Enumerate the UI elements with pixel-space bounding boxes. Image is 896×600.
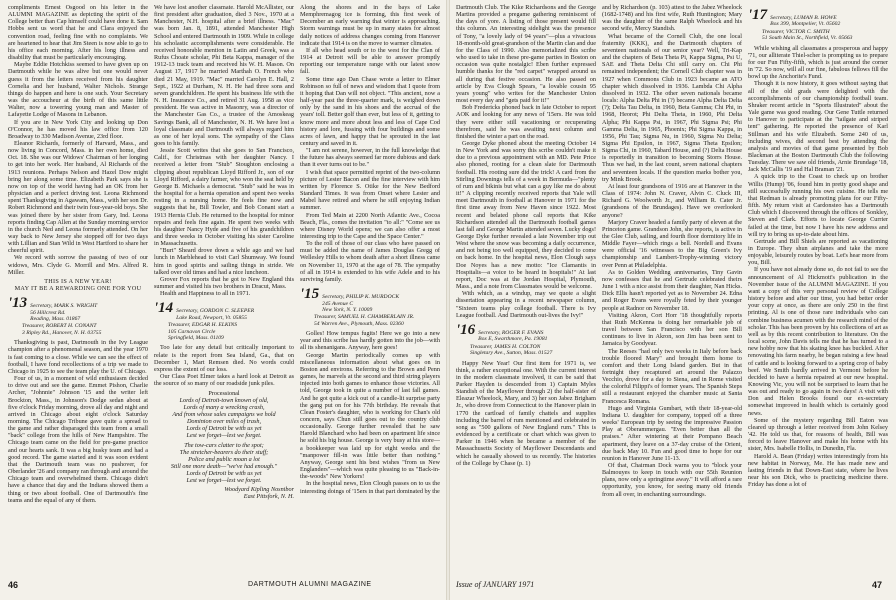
paragraph: Bob Fredericks phoned back in late October to report AOK and looking for any news of '15ers. He was told they were either still vacationing or recuperating therefrom, said he was awaiting next column and finished the winter a part on the road. [456,104,596,140]
poem-signature-place: East Pittsfork, N. H. [243,493,294,501]
paragraph: Harold A. Bean (Friday) writes interestingly from his new habitat in Norway, Me. He has made new and lasting friends in that Down-East state, where he lives near his son Dick, who is practicing medicine there. Friday has done a lot of [748,452,888,489]
paragraph: Of that, Chairman Dock warns you to "block your Balmouyes to keep in touch with our 55th Reunion plans, now only a springtime away." It will afford a rare opportunity, you know, for seeing many old friends from all over, in enchanting surroundings. [602,462,742,498]
poem-line: Lords of Detroit-town known of old, [179,397,269,405]
class-year: '16 [456,321,476,338]
poem-line: Police and public moan a lot [188,456,260,464]
paragraph: In the hospital news, Elon Clough passes on to us the interesting doings of '15ers in that part dominated by the [300,480,440,495]
secretary-info: Secretary, LUMAN B. HOWE Box 399, Montpelier, Vt. 05602 [770,15,841,28]
class-heading-1914 [154,301,294,321]
treasurer-info: Treasurer, ROBERT H. CONANT 3 Ripley Rd., Hanover, N. H. 03755 [22,323,102,336]
poem-line: And from whose sales campaigns we hold [172,411,276,419]
page-gutter [446,0,450,600]
poem-line: Lest we forget—lest we forget. [186,432,262,440]
new-year-message [8,278,148,292]
left-page-number: 46 [8,580,19,590]
caps-line: MAY IT BE A REWARDING ONE FOR YOU [14,285,142,293]
paragraph: "I am not serene, however, in the full knowledge that the future has always seemed far more dubious and dark than it ever turns out to be." [300,147,440,169]
paragraph: The Reeses "had only two weeks in Italy before back trouble floored Mary" and brought them home to comfort and their Long Island garden. But in that fortnight they recaptured art around the Palazzo Vecchio, drove for a day to Siena, and in Rome visited the colorful Filippi's of former years. The Spanish Steps still a restaurant enjoyed the chamber music at Santa Francesca Romana. [602,347,742,405]
right-running-title: Issue of JANUARY 1971 [456,580,535,589]
paragraph: Health and Happiness to all in 1971. [160,290,251,298]
paragraph: We record with sorrow the passing of two of our widows, Mrs. Clyde G. Morrill and Mrs. Alfred R. Miller. [8,254,148,276]
paragraph: Hugo and Virginia Gumbart, with their 18-year-old Indiana U. daughter for company, topped off a three weeks' European trip by seeing the impressive Passion Play at Oberammergau. "Even better than all the praises." After wintering at their Pompano Beach apartment, they leave on a 37-day cruise of the Orient, due back May 10. Fun and good time to hope for our reunion in Hanover June 11-13. [602,404,742,462]
paragraph: I wish that space permitted reprint of the two-column picture of Lester Bacon and the fine interview with him written by Florence S. Otike for the New Bedford Standard Times. It was from Onset where Lester and Mabel have retired and where he still enjoying Indian summer. [300,168,440,212]
poem-line: Still one more death—"we've had enough." [170,463,278,471]
paragraph: A quick trip to the Coast to check up on brother Willis (Hump) '06, found him in pretty good shape and still successfully running his own cuisine. He tells me that Redman is already promoting plans for our Fifty-fifth. My return visit at Cardonsteo has a Dartmouth Club which I discovered through the offices of Sonkley, Steven and Clark. Efforts to locate George Currier failed at the time, but now I have his new address and will try to bring us up-to-date about him. [748,173,888,238]
paragraph: Maybe Eddie Hotchkiss seemed to have given up on Dartmouth while he was alive but one would never guess it from the letters received from his daughter Cornelia and her husband, Walter Nichols. Strange things do happen and here is one such. Your Secretary was the accoucheur at the birth of this same little Walter, now a towering young man and Master of Lafayette Lodge of Masons in Lebanon. [8,61,148,119]
poem-line: Dominion over miles of trash, [186,418,262,426]
class-year: '13 [8,295,28,312]
paragraph: Too late for any detail but critically important to relate is the report from Sea Island, Ga., that on December 1, Mart Remsen died. No words could express the extent of our loss. [154,344,294,373]
paragraph: While wishing all classmates a prosperous and happy '71, our alliterate Thiel-scher is prompting us to prepare for our Fun Fifty-fifth, which is just around the corner in '72. So now, will all our fine, fabulous fellows fill the bowl up the Anchorite's Fund. [748,44,888,81]
poem-signature: Woodyard Kipling Nosnibor [224,486,294,494]
poem [154,390,294,500]
paragraph: If you have not already done so, do not fail to see the announcement of Al Hickmott's publication in the November issue of the ALUMNI MAGAZINE. If you want a copy of this very personal review of College history before and after our time, you had better order your copy at once, as there are only 250 in the first printing. Al is one of those rare individuals who can combine business acumen with the research mind of the scholar. This has been proven by his collections of art as well as by this recent contribution to literature. On the local scene, John Davis tells me that he has turned to a new hobby now that his skating knee has buckled. After renovating his farm nearby, he began raising a few head of cattle and is looking forward to a spring crop of baby beef. We Smith hardly arrived in Vermont before he decided to have a hernia repaired at our new hospital. Knowing Vic, you will not be surprised to learn that he was out and ready to go again in two days! A visit with Don and Helen Brooks found our ex-secretary somewhat improved in health which is certainly good news. [748,266,888,417]
paragraph: Grover Fox reports that he got to New England this summer and visited his two brothers in Dracut, Mass. [154,275,294,291]
column-1 [8,4,148,574]
paragraph: Jessie Scott writes that she goes to San Francisco, Calif., for Christmas with her daughter Nancy. I received a letter from "Stub" Stoughton enclosing a clipping about republican Lloyd Rifford Jr., son of our Lloyd Rifford, a dairy farmer, who won the seat held by George B. Michaels a democrat. "Stub" said he was in the hospital for a hernia operation and spent two weeks resting in a nursing home. He feels fine now and suggests that he, Bill Towler, and Bob Conant start a 1913 Hernia Club. He returned to the hospital for minor repairs and feels fine again. He spent two weeks with his daughter Nancy Hyde and five of his grandchildren and three weeks in October visiting his sister Caroline in Massachusetts. [154,147,294,248]
poem-line: The stretcher-bearers do their stuff; [179,449,269,457]
paragraph: Though it is now history, it goes without saying that all of the old grads were delighted with the accomplishments of our championship football team. Shraker recent article in "Sports Illustrated" about the Yale game was good reading. Our Gene Tuttle returned to Hanover to participate at the "tailgate and striped tent" gathering. He reported the presence of Karl Stillman and his wife Elizabeth. Some 240 of us, including wives, did second best by attending the analysis and movies of that game presented by Bob Blackman at the Boston Dartmouth Club the following Tuesday. There we saw old friends, Arnie Brundage '18, Jack McCallis '19 and Hal Braman '21. [748,80,888,174]
column-2 [154,4,294,574]
paragraph: "Burt" Sheard drove down a while ago and we had lunch in Marblehead to visit Carl Shumway. We found him in good spirits and sailing things in stride. We talked over old times and had a nice luncheon. [154,247,294,276]
paragraph: With which, as a windup, may we quote a slight dissertation appearing in a recent newspaper column, "Sixteen teams play college football. There is Ivy League football. And Dartmouth out-lives the Ivy!" [456,290,596,319]
class-year: '14 [154,300,174,317]
poem-line: Lords of many a wrecking crash, [183,404,265,412]
poem-line: Lords of Detroit be with us yet [186,470,262,478]
paragraph: and by Richardson (p. 103) attest to the Jabez Wheelock (1682-1748) and his first wife, Ruth Huntington; Mary was the daughter of the same Ralph Wheelock and his second wife, Mercy Standish. [602,4,742,33]
treasurer-info: Treasurer, VICTOR C. SMITH 51 South Main St., Northfield, Vt. 05663 [762,28,853,42]
poem-line: Lest we forget—lest we forget. [186,477,262,485]
paragraph: Gertrude and Bill Shiels are reported as vacationing in Europe. They shun airplanes and take the more enjoyable, leisurely routes by boat. Let's hear more from you, Bill. [748,237,888,267]
paragraph: Our Class Poet Elmer takes a hard look at Detroit as the source of so many of our roadside junk piles. [154,373,294,388]
paragraph: At least four grandsons of 1916 are at Hanover in the Class of 1974: John N. Craver, Alvin C. Cluck III, Richard G. Woolworth Jr., and William R. Cater Jr. (grandsons of the Brundages). Have we overlooked anyone? [602,182,742,219]
right-page-number: 47 [872,580,883,590]
treasurer-info: Treasurer, JAMES H. COLTON Singletary Ave., Sutton, Mass. 01527 [470,343,553,357]
poem-line: Lords of Detroit be with us yet [186,425,262,433]
paragraph: As to Golden Wedding anniversaries, Tiny Gavin now confesses that he and Gertrude celebrated theirs June 1 with a nice assist from their daughter, Nan Hicks. Dick Ellis hasn't reported yet as to November 24. Edna and Roger Evans were royally feted by their younger people at Radnor on November 18. [602,268,742,312]
class-heading-1913 [8,296,148,322]
paragraph: From Ted Main at 2200 North Atlantic Ave., Cocoa Beach, Fla., comes the invitation "to all:" "Come see us where Disney World opens; we can also offer a most interesting trip to the Cape and the Space Center." [300,211,440,240]
paragraph: Happy New Year! Our first item for 1971 is, we think, a rather exceptional one. With the current interest in the modern classmate involved, it can be said that Parker Hayden is descended from 1) Captain Myles Standish of the Mayflower through 2) the half-sister of Eleazar Wheelock, Mary, and 3) her son Jabez Brigham Jr., who drove from Connecticut to the Hanover plain in 1770 the cartload of family chattels and supplies including the barrel of rum mentioned and celebrated in song as "500 gallons of New England rum." This is evidenced by a certificate or chart which was given to Parker in 1946 when he became a member of the Massachusetts Society of Mayflower Descendants and which he casually showed to us recently. The histories of the College by Chase (p. 1) [456,359,596,467]
treasurer-info: Treasurer, EDGAR H. ELKINS 105 Carnavon Circle Springfield, Mass. 01109 [168,322,238,342]
column-4 [456,4,596,574]
paragraph: Eleanor Richards, formerly of Harvard, Mass., and now living in Concord, Mass. in her own home, died Oct. 18. She was our Widows' Chairman of her longing to get into her work. Her husband, Al Richards of the 1913 reunions. Perhaps Nelson and Hazel Dow might bring her along some time. Elizabeth Park says she is now on top of the world having had an OK from her physician and a perfect driving test. Leona Richmond spent Thanksgiving in Agawam, Mass., with her son Dr. Robert Richmond and their twin four-year-old boys. She was joined there by her sister from Gary, Ind. Leona reports finding Cap Allen at the Sunday morning service in the church Ned and Leona formerly attended. On her way back to New Jersey she stopped off for two days with Lillian and Stan Wild in West Hartford to share her cheerful spirit. [8,139,148,255]
paragraph: Dartmouth Club. The Kike Richardsons and the George Martins provided a pregame gathering reminiscent of the days of yore. A listing of those present would fill this column. An interesting sidelight was the presence of Tony, "a lovely lady of 94 years"—plus a vivacious 18-month-old great-grandson of the Martin clan and due for the Class of 1990. Also memorialized this scribe who used to take in these pre-game parties in Boston on occasion was quite nostalgic! Eben further expressed humble thanks for the "red carpet" wrapped around us all during that festive occasion. He also passed on article by Eva Clough Spears, "a lovable cousin 95 years young" who writes for the Manchester Union most every day and "gets paid for it!" [456,4,596,105]
treasurer-info: Treasurer, SAMUEL H. CHAMBERLAIN JR. 54 Warren Ave., Plymouth, Mass. 02360 [314,314,415,327]
paragraph: If you are in New York City and looking up Don O'Connor, he has moved his law office from 120 Broadway to 330 Madison Avenue, 23rd floor. [8,118,148,140]
secretary-info: Secretary, MARK S. WRIGHT 56 Hillcrest Rd. Reading, Mass. 01867 [30,303,98,323]
paragraph: Some of the mystery regarding Bill Eaton was cleared up through a letter received from John Kelsey '42. He told us that, for reasons of health, Bill was forced to leave Hanover and make his home with his sister, Mrs. Isabelle Hollis, in Dunedin, Fla. [748,416,888,453]
secretary-info: Secretary, ROGER F. EVANS Box E, Swarthmore, Pa. 19081 [478,329,548,343]
class-heading-1915 [300,287,440,313]
column-3 [300,4,440,574]
paragraph: To the roll of those of our class who have passed on must be added the name of James Douglas Gregg of Wellesley Hills to whom death after a short illness came on November 11, 1970 at the age of 78. The sympathy of all in 1914 is extended to his wife Adele and to his surviving family. [300,240,440,283]
poem-title: Processional [208,390,240,398]
paragraph: Some time ago Dan Chase wrote a letter to Elmer Robinson so full of news and wisdom that I quote from it hoping that Dan will not object. "This ancient, now a half-year past the three-quarter mark, is weighed down only by the sand in his shoes and the accrual of the years' toll. Better golf than ever, but less of it, getting to know more and more about less and less of Cape Cod history and lore, fussing with four buildings and some acres of lawn, and happy that he sprouted in the last century and saved in it. [300,75,440,147]
paragraph: What became of the Cornell Club, the one local fraternity (KKK), and the Dartmouth chapters of seventeen nationals of our senior year? Well, Tri-Kap and the chapters of Beta Theta Pi, Kappa Sigma, Psi U, SAE and Theta Delta Chi still carry on. Chi Phi remained independent; the Cornell Club chapter was in 1927 when Commons Club in 1923 became an ATO chapter which dissolved in 1936. Lambda Chi Alpha dissolved in 1932. The other seven nationals became locals: Alpha Delta Phi in (?) became Alpha Delta Delta (?); Delta Tau Delta, in 1960, Beta Gamma; Chi Phi, in 1968, Heorot; Phi Delta Theta, in 1960, Phi Delta Alpha; Phi Kappa Psi, in 1967, Phi Sigma Psi; Phi Gamma Delta, in 1965, Phoenix; Phi Sigma Kappa, in 1956, Phi Tau; Sigma Nu, in 1960, Sigma Nu Delta; Sigma Phi Epsilon, in 1967, Sigma Theta Epsilon; Sigma Chi, in 1960, Tabard House, and (?) Delta House is reportedly in transition to becoming Storrs House. Thus we had, in the last count, seven national chapters and seventeen locals. If the question marks bother you, try Mink Brook. [602,32,742,183]
column-6 [748,4,888,574]
caps-line: THIS IS A NEW YEAR! [44,277,112,285]
secretary-info: Secretary, GORDON C. SLEEPER Lake Road, Newport, Vt. 05855 [176,308,255,321]
class-year: '15 [300,286,320,303]
paragraph: Visiting Akron, Cort Horr '18 thoughtfully reports that Ruth McKenna is doing her remarkable job of travel between San Francisco with her son Bill continues to live in Akron, son Jim has been sent to Jamaica by Goodyear. [602,311,742,348]
paragraph: Marjory Craver headed a family party of eleven at the Princeton game. Grandson John, she reports, is active in the Glee Club, sailing, and fourth floor dormitory life in Middle Fayer—which rings a bell. Nordell and Evans were official '16 witnesses to the Big Green's Ivy championship and Lambert-Trophy-winning victory over Penn at Philadelphia. [602,218,742,269]
poem-line: The tow-cars clatter to the spot; [184,442,264,450]
class-heading-1917 [748,8,888,28]
class-heading-1916 [456,323,596,343]
paragraph: If all who head south or to the west for the Clan of 1914 at Detroit will be able to answer promptly reporting our temperature range with our latest snow fall. [300,46,440,76]
paragraph: Golles! How tempus fugits! Here we go into a new year and this scribe has hardly gotten into the job—with all its shenanigans. Anyway, here goes! [300,330,440,352]
left-running-title: DARTMOUTH ALUMNI MAGAZINE [248,581,372,588]
paragraph: We have lost another classmate. Harold McAllister, our first president after graduation, died 3 Nov., 1970 at a Manchester, N.H. hospital after a brief illness. "Mac" was born Jan. 8, 1891, attended Manchester High School and entered Dartmouth in 1909. While in college his scholastic accomplishments were considerable. He received honorable mention in Latin and Greek, was a Rufus Choate scholar, Phi Beta Kappa, manager of the 1912-13 track team and received his W. H. Mason. On August 17, 1917 he married Marthah O. French who died 21 May, 1919. "Mac" married Carolyn E. Hall, 2 Sept., 1922 at Durham, N. H. He had three sons and seven grandchildren. He spent his business life with the N. H. Insurance Co., and retired 31 Aug. 1958 as vice president. He was active in Masonry, was a director of the Manchester Gas Co., a trustee of the Amoskeag Savings Bank, all of Manchester, N. H. We have lost a loyal classmate and Dartmouth will always regard him as one of her loyal sons. The sympathy of the Class goes to his family. [154,4,294,147]
class-year: '17 [748,7,768,23]
column-5 [602,4,742,574]
paragraph: Four of us, in a moment of wild enthusiasm decided to drive out and see the game. Emmet Pishon, Charlie Archer, "Johnnie" Johnson '15 and the writer left Brockton, Mass., in Johnson's Dodge sedan about at five o'clock Friday morning, drove all day and night and arrived in Chicago about eight o'clock Saturday morning. The Chicago Tribune gave quite a spread to the game and rather disparaged this team from a small "back" college from the hills of New Hampshire. The Chicago team came on the field for pre-game practice and our hearts sank. It was a big husky team and had a good record. The game started and it was soon evident that the Dartmouth team was no pushover, for Oberlander '26 and company ran through and around the Chicago team and overwhelmed them. Chicago didn't have a chance that day and the Indians showed them a thing or two about football. One of Dartmouth's fine teams and the equal of any of them. [8,375,148,504]
paragraph: George Dyke phoned about the meeting October 14 in New York and was sorry this scribe couldn't make it due to a previous appointment with an MD. Pete Price also phoned, rooting for a clean slate for Dartmouth football. His rooting sure did the trick! A card from the Stirling Downings tells of a week in Bermuda—"plenty of rum and bikinis but what can a guy like me do about it!" A clipping recently received reports that Yale will meet Dartmouth in football at Hanover in 1971 for the first time away from New Haven since 1922. Most recent and belated phone call reports that Kike Richardson attended all the Dartmouth football games last fall and George Martin attended seven. Lucky dogs! George Dyke further revealed a late November trip out West where the snow was becoming a daily occurrence, and not being too well equipped, they decided to come on back home. In the hospital news, Elon Clough says Doe Noyes has a new motto: "Ice Clamantis in Hospitalis—a voice to be heard in hospitals!" At last report, Doc was at the Jordan Hospital, Plymouth, Mass., and a note from Classmates would be welcome. [456,139,596,291]
paragraph: George Martin periodically comes up with miscellaneous information about what goes on in Boston and environs. Referring to the Brown and Penn games, he marvels at the second and third string players injected into both games to enhance those victories. All told, George took in quite a number of last fall games. And he got quite a kick out of a candle-lit surprise party the gang put on for his 77th birthday. He reveals that Clean Foster's daughter, who is working for Chan's old concern, says Chun still goes out to the country club occasionally. George further revealed that he saw Harold Blanchard who had been on apartment life since he sold his big house. George is very busy at his store—a bookkeeper was laid up for eight weeks and the "manpower fill-in was little better than nothing." Anyway, George sent his best wishes "from us New Englanders"—which was quite pleasing to us "Back-in-the-woods" New Yorkers! [300,351,440,481]
paragraph: compliments Ernest Osgood on his letter in the ALUMNI MAGAZINE as depicting the spirit of the College better than Cap himself could have done it. Sam Hobbs sent us word that he and Clara enjoyed the convention road, feeling fine with no complaints. We are heartened to hear that Jim Steen is now able to go to his office each morning. After his long illness and disability that must be particularly encouraging. [8,4,148,62]
paragraph: Along the shores and in the bays of Lake Memphremagog ice is forming, this first week of December an early warning that winter is approaching. Storm warnings must be up in many states for almost daily notices of address changes coming from Hanover indicate that 1914 is on the move to warmer climates. [300,4,440,47]
paragraph: Thanksgiving is past, Dartmouth in the Ivy League champion after a phenomenal season, and the year 1970 is fast coming to a close. While we can see the effect of football, I have fond recollections of a trip we made to Chicago in 1925 to see the team play the U. of Chicago. [8,339,148,375]
secretary-info: Secretary, PHILIP K. MURDOCK 245 Avenue C New York, N. Y. 10009 [322,294,400,313]
